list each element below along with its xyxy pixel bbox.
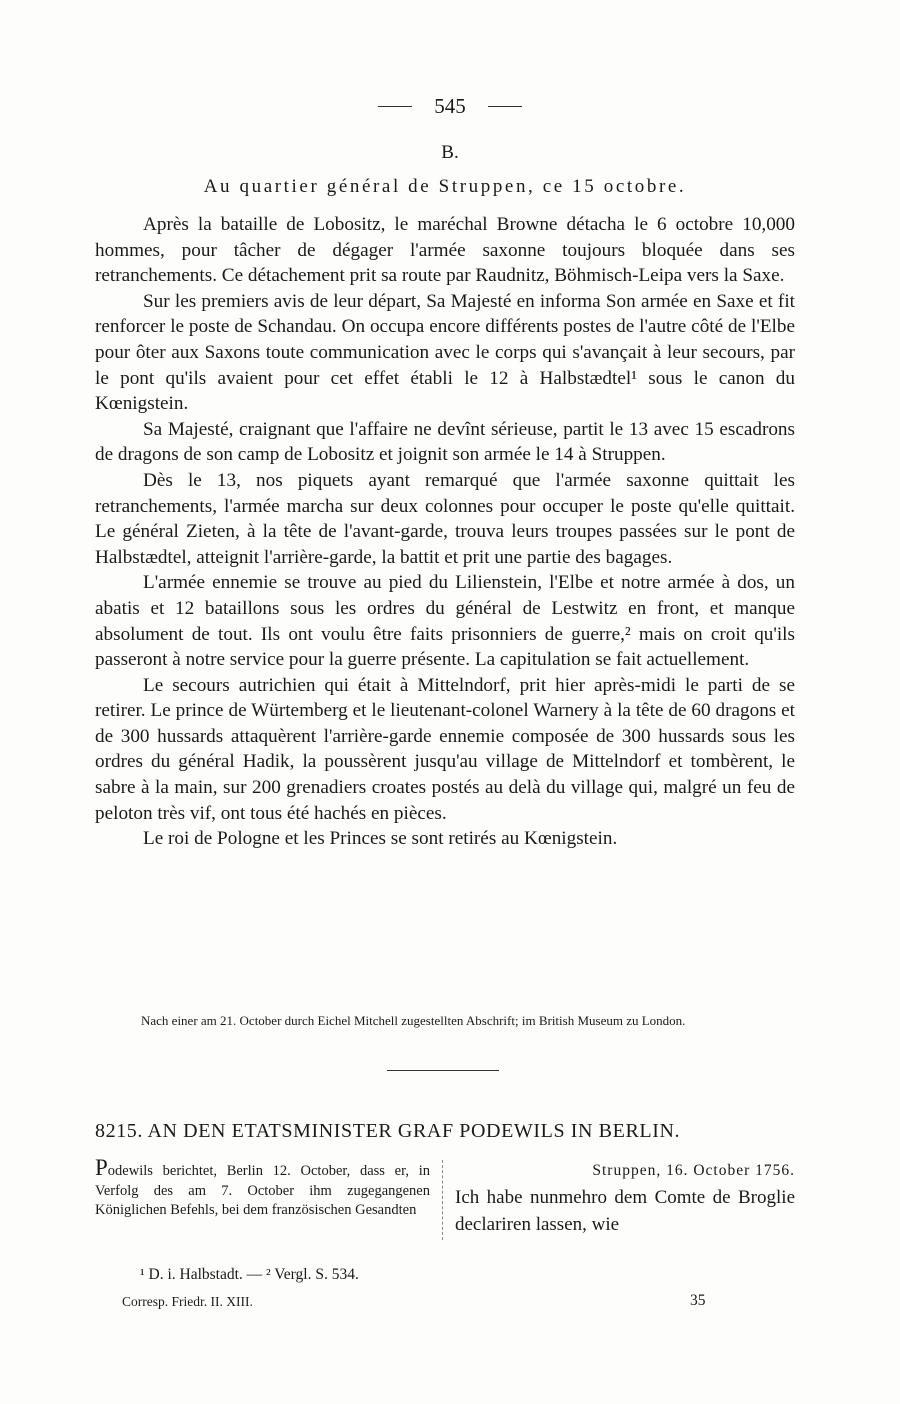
source-note: Nach einer am 21. October durch Eichel Mitchell zugestellten Abschrift; im British Museum zu London.	[141, 1013, 686, 1028]
footer-source: Corresp. Friedr. II. XIII.	[122, 1294, 253, 1309]
letter-body	[95, 212, 795, 852]
letter-text: Ich habe nunmehro dem Comte de Broglie declariren lassen, wie	[455, 1187, 795, 1235]
footnotes: ¹ D. i. Halbstadt. — ² Vergl. S. 534.	[140, 1266, 359, 1283]
sheet-number: 35	[690, 1292, 706, 1309]
header-rule-left	[378, 106, 412, 107]
section-letter: B.	[441, 142, 459, 163]
paragraph: Le secours autrichien qui était à Mittelndorf, prit hier après-midi le parti de se retirer. Le prince de Würtemberg et le lieutenant-colonel Warnery à la tête de 60 dragons et de 300 hussards attaquèrent l'arrière-garde ennemie composée de 300 hussards sous les ordres du général Hadik, la poussèrent jusqu'au village de Mittelndorf et tombèrent, le sabre à la main, sur 200 grenadiers croates postés au delà du village qui, malgré un feu de peloton très vif, ont tous été hachés en pièces.	[95, 674, 795, 824]
letter-dateline: Au quartier général de Struppen, ce 15 octobre.	[203, 176, 687, 197]
page-header	[0, 94, 900, 119]
summary-initial: P	[95, 1155, 108, 1180]
letter-heading: 8215. AN DEN ETATSMINISTER GRAF PODEWILS IN BERLIN.	[95, 1120, 681, 1142]
paragraph: Sur les premiers avis de leur départ, Sa Majesté en informa Son armée en Saxe et fit renforcer le poste de Schandau. On occupa encore différents postes de l'autre côté de l'Elbe pour ôter aux Saxons toute communication avec le corps qui s'avançait à leur secours, par le pont qu'ils avaient pour cet effet établi le 12 à Halbstædtel¹ sous le canon du Kœnigstein.	[95, 290, 795, 415]
paragraph: Après la bataille de Lobositz, le maréchal Browne détacha le 6 octobre 10,000 hommes, pour tâcher de dégager l'armée saxonne toujours bloquée dans ses retranchements. Ce détachement prit sa route par Raudnitz, Böhmisch-Leipa vers la Saxe.	[95, 214, 795, 287]
header-rule-right	[488, 106, 522, 107]
letter-column	[455, 1158, 795, 1238]
paragraph: Sa Majesté, craignant que l'affaire ne devînt sérieuse, partit le 13 avec 15 escadrons de dragons de son camp de Lobositz et joignit son armée le 14 à Struppen.	[95, 418, 795, 466]
summary-column	[95, 1155, 430, 1221]
paragraph: Dès le 13, nos piquets ayant remarqué que l'armée saxonne quittait les retranchements, l'armée marcha sur deux colonnes pour occuper le poste qu'elle quittait. Le général Zieten, à la tête de l'avant-garde, trouva leurs troupes passées sur le pont de Halbstædtel, atteignit l'arrière-garde, la battit et prit une partie des bagages.	[95, 469, 795, 568]
section-separator	[387, 1070, 499, 1071]
summary-text: odewils berichtet, Berlin 12. October, dass er, in Verfolg des am 7. October ihm zugegangenen Königlichen Befehls, bei dem französischen Gesandten	[95, 1163, 430, 1218]
paragraph: L'armée ennemie se trouve au pied du Lilienstein, l'Elbe et notre armée à dos, un abatis et 12 bataillons sous les ordres du général de Lestwitz en front, et manque absolument de tout. Ils ont voulu être faits prisonniers de guerre,² mais on croit qu'ils passeront à notre service pour la guerre présente. La capitulation se fait actuellement.	[95, 572, 795, 671]
column-divider	[442, 1160, 443, 1240]
page-number: 545	[434, 94, 466, 118]
paragraph: Le roi de Pologne et les Princes se sont retirés au Kœnigstein.	[143, 828, 618, 850]
letter-date: Struppen, 16. October 1756.	[592, 1162, 795, 1179]
